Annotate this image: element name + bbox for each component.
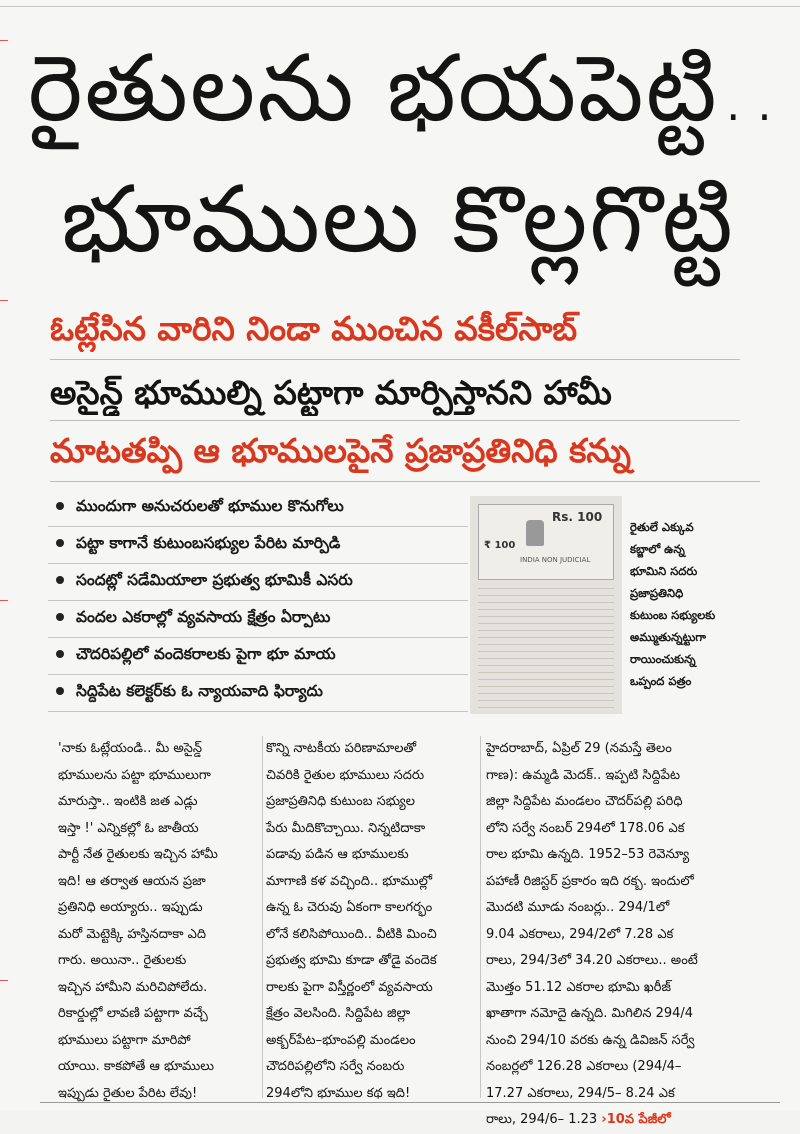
headline-line-2: భూములు కొల్లగొట్టి [61, 166, 735, 273]
document-text-lines [478, 588, 614, 708]
stamp-value: Rs. 100 [552, 510, 603, 524]
caption-line: కుటుంబ సభ్యులకు [630, 608, 716, 622]
article-line: ఇప్పుడు రైతుల పేరిట లేవు! [58, 1085, 198, 1101]
article-line: అక్బర్‌పేట–భూంపల్లి మండలం [266, 1032, 416, 1048]
bullet-item [48, 601, 468, 638]
article-line: క్షేత్రం వెలసింది. సిద్దిపేట జిల్లా [266, 1006, 411, 1021]
article-line: 'నాకు ఓట్లేయండి.. మీ అసైన్డ్ [58, 741, 202, 756]
article-column-3 [486, 736, 770, 1134]
article-line: రాలకు పైగా విస్తీర్ణంలో వ్యవసాయ [266, 979, 433, 995]
caption-line: ప్రజాప్రతినిధి [630, 586, 684, 600]
caption-line: అమ్ముతున్నట్టుగా [630, 630, 706, 644]
emblem-icon [526, 520, 544, 546]
article-line: ఇది! ఆ తర్వాత ఆయన ప్రజా [58, 873, 206, 889]
article-line: గారు. అయినా.. రైతులకు [58, 953, 187, 968]
caption-line: రాయించుకున్న [630, 652, 696, 666]
article-line: 9.04 ఎకరాలు, 294/2లో 7.28 ఎక [486, 926, 674, 942]
headline-line-1: రైతులను భయపెట్టి.. [28, 35, 782, 142]
bullet-text: వందల ఎకరాల్లో వ్యవసాయ క్షేత్రం ఏర్పాటు [76, 608, 331, 626]
subhead-red-1: ఓట్లేసిన వారిని నిండా ముంచిన వకీల్‌సాబ్ [50, 309, 578, 348]
article-line: ప్రజాప్రతినిధి కుటుంబ సభ్యుల [266, 794, 415, 809]
article-line: చివరికి రైతుల భూములు సదరు [266, 767, 425, 783]
bullet-dot-icon [56, 576, 64, 584]
continued-on-page-10-link[interactable]: ›10వ పేజీలో [601, 1112, 671, 1127]
bullet-list [48, 490, 468, 712]
column-divider-1 [262, 736, 263, 1098]
bullet-text: ముందుగా అనుచరులతో భూముల కొనుగోలు [76, 497, 344, 515]
stamp-text: INDIA NON JUDICIAL [520, 556, 591, 564]
top-rule [0, 6, 800, 7]
article-line: భూములను పట్టా భూములుగా [58, 767, 211, 783]
bullet-item [48, 527, 468, 564]
article-line: హైదరాబాద్, ఏప్రిల్ 29 (నమస్తే తెలం [486, 741, 672, 756]
agreement-document-photo [470, 496, 622, 714]
subhead-rule-3 [50, 481, 760, 482]
article-line: ప్రభుత్వ భూమి కూడా తోడై వందెక [266, 953, 437, 968]
article-line: కొన్ని నాటకీయ పరిణామాలతో [266, 741, 417, 756]
article-line: నుంచి 294/10 వరకు ఉన్న డివిజన్ సర్వే [486, 1032, 695, 1048]
bullet-item [48, 675, 468, 712]
subhead-black: అసైన్డ్ భూముల్ని పట్టాగా మార్పిస్తానని హామీ [50, 373, 612, 412]
article-line: పార్టీ నేత రైతులకు ఇచ్చిన హామీ [58, 847, 218, 862]
article-line: పేరు మీదికొచ్చాయి. నిన్నటిదాకా [266, 820, 426, 836]
bullet-dot-icon [56, 502, 64, 510]
article-line: భూములు పట్టాగా మారిపో [58, 1032, 191, 1048]
article-line: 17.27 ఎకరాలు, 294/5– 8.24 ఎక [486, 1085, 675, 1101]
bullet-dot-icon [56, 539, 64, 547]
article-line: మొత్తం 51.12 ఎకరాల భూమి ఖరీజ్ [486, 979, 671, 995]
stamp-value-left: ₹ 100 [484, 540, 516, 551]
article-line: రాలు, 294/3లో 34.20 ఎకరాలు.. అంటే [486, 953, 698, 968]
bullet-item [48, 490, 468, 527]
article-line: ప్రతినిధి అయ్యారు.. ఇప్పుడు [58, 900, 203, 915]
bullet-text: సిద్దిపేట కలెక్టర్‌కు ఓ న్యాయవాది ఫిర్యాదు [76, 682, 323, 700]
bullet-text: సందట్లో సడేమియాలా ప్రభుత్వ భూమికీ ఎసరు [76, 571, 353, 589]
article-line: చౌదరిపల్లిలోని సర్వే నంబరు [266, 1059, 405, 1074]
subhead-red-2: మాటతప్పి ఆ భూములపైనే ప్రజాప్రతినిధి కన్ను [50, 431, 631, 470]
article-line: లోని సర్వే నంబర్ 294లో 178.06 ఎక [486, 820, 685, 836]
article-line: ఇస్తా !' ఎన్నికల్లో ఓ జాతీయ [58, 820, 199, 836]
article-line: మారుస్తా.. ఇంటికి జత ఎడ్లు [58, 794, 198, 809]
bullet-dot-icon [56, 613, 64, 621]
caption-line: కబ్జాలో ఉన్న [630, 542, 685, 556]
article-line: ఖాతాగా నమోదై ఉన్నది. మిగిలిన 294/4 [486, 1006, 694, 1021]
article-line-last [486, 1107, 770, 1134]
article-line: నంబర్లలో 126.28 ఎకరాలు (294/4– [486, 1059, 682, 1074]
article-column-1 [58, 736, 258, 1107]
bullet-text: చౌదరిపల్లిలో వందెకరాలకు పైగా భూ మాయ [76, 645, 336, 663]
article-line: ఇచ్చిన హామీని మరిచిపోలేదు. [58, 979, 208, 995]
bullet-item [48, 564, 468, 601]
page-edge [0, 0, 12, 1110]
subhead-rule-2 [50, 420, 740, 421]
article-line: రికార్డుల్లో లావణి పట్టాగా వచ్చే [58, 1006, 208, 1021]
article-line: రాలు, 294/6– 1.23 [486, 1112, 598, 1127]
article-line: మరో మెట్టెక్కి హస్తినదాకా ఎది [58, 926, 207, 942]
photo-caption [630, 516, 760, 692]
article-line: గాణ): ఉమ్మడి మెదక్.. ఇప్పటి సిద్దిపేట [486, 767, 681, 783]
article-line: పడావు పడిన ఆ భూములకు [266, 847, 409, 862]
bullet-dot-icon [56, 650, 64, 658]
column-divider-2 [480, 736, 481, 1098]
article-line: 294లోని భూముల కథ ఇది! [266, 1085, 411, 1101]
caption-line: ఒప్పంద పత్రం [630, 674, 692, 688]
article-line: పహాణీ రిజిస్టర్ ప్రకారం ఇది రక్బ. ఇందులో [486, 873, 694, 889]
caption-line: రైతులే ఎక్కువ [630, 520, 694, 534]
subhead-rule-1 [50, 359, 740, 360]
article-line: జిల్లా సిద్దిపేట మండలం చౌదర్‌పల్లి పరిధి [486, 794, 683, 809]
bottom-rule [40, 1102, 780, 1103]
article-column-2 [266, 736, 476, 1107]
article-line: యాయి. కాకపోతే ఆ భూములు [58, 1059, 215, 1074]
article-line: రాల భూమి ఉన్నది. 1952–53 రెవెన్యూ [486, 847, 690, 862]
bullet-text: పట్టా కాగానే కుటుంబసభ్యుల పేరిట మార్పిడి [76, 534, 341, 552]
article-line: లోనే కలిసిపోయింది.. వీటికి మించి [266, 926, 437, 942]
caption-line: భూమిని సదరు [630, 564, 698, 578]
article-line: ఉన్న ఓ చెరువు ఏకంగా కాలగర్భం [266, 900, 433, 915]
article-line: మాగాణి కళ వచ్చింది.. భూముల్లో [266, 873, 432, 889]
article-line: మొదటి మూడు నంబర్లు.. 294/1లో [486, 900, 670, 915]
bullet-item [48, 638, 468, 675]
bullet-dot-icon [56, 687, 64, 695]
